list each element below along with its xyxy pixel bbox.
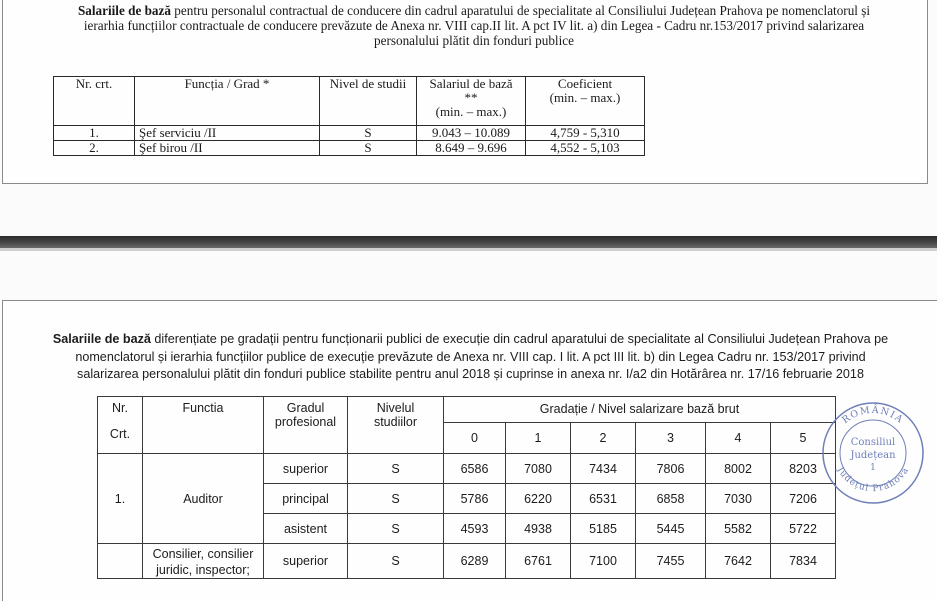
cell-value: 7434 <box>571 454 636 484</box>
header-col-0: 0 <box>444 422 506 453</box>
row-nr: 2. <box>54 141 135 156</box>
row-nivel: S <box>348 514 444 544</box>
table-row <box>54 141 645 156</box>
table-row <box>98 544 836 579</box>
county-council-stamp <box>818 396 928 506</box>
row-coeficient: 4,552 - 5,103 <box>526 141 645 156</box>
page-separator <box>0 236 937 248</box>
header-functia: Functia <box>143 397 264 454</box>
header-nivel-line1: Nivelul <box>376 401 415 415</box>
public-servants-salary-table <box>97 396 836 579</box>
cell-value: 7030 <box>706 484 771 514</box>
row-functia: Auditor <box>143 454 264 544</box>
row-functia-line2: juridic, inspector; <box>156 563 250 577</box>
cell-value: 6531 <box>571 484 636 514</box>
header-salariu-line2: ** <box>464 90 478 105</box>
section1-title-bold: Salariile de bază <box>77 3 171 18</box>
header-functia: Funcția / Grad * <box>135 77 320 126</box>
header-col-4: 4 <box>706 422 771 453</box>
row-nivel: S <box>348 484 444 514</box>
section1-title-rest: pentru personalul contractual de conducere din cadrul aparatului de specialitate al Consiliului Județean Prahova pe nomenclatorul și <box>170 3 871 18</box>
table-row <box>98 454 836 484</box>
cell-value: 8002 <box>706 454 771 484</box>
row-coeficient: 4,759 - 5,310 <box>526 126 645 141</box>
stamp-line1: Consiliul <box>850 437 896 448</box>
page-separator-shadow <box>0 248 937 251</box>
stamp-top-text: ROMÂNIA <box>840 404 906 427</box>
row-nr: 1. <box>54 126 135 141</box>
cell-value: 7206 <box>771 484 836 514</box>
row-nivel: S <box>348 454 444 484</box>
header-coeficient-line1: Coeficient <box>557 76 613 91</box>
cell-value: 5582 <box>706 514 771 544</box>
header-grad-line1: Gradul <box>286 401 325 415</box>
row-functia-line1: Consilier, consilier <box>152 547 254 561</box>
cell-value: 7806 <box>636 454 706 484</box>
section2-title-bold: Salariile de bază <box>52 332 151 346</box>
section2-heading-line2: nomenclatorul și ierarhia funcțiilor publice de execuție prevăzute de Anexa nr. VIII cap. I lit. A pct III lit. b) din Legea Cadru nr. 153/2017 privind <box>75 349 866 364</box>
cell-value: 8203 <box>771 454 836 484</box>
header-nr-crt <box>98 397 143 454</box>
table-header-row <box>98 397 836 423</box>
row-grad: asistent <box>264 514 348 544</box>
row-nivel: S <box>320 126 417 141</box>
header-salariu-line1: Salariul de bază <box>429 76 513 91</box>
header-col-1: 1 <box>506 422 571 453</box>
cell-value: 5722 <box>771 514 836 544</box>
row-functia <box>143 544 264 579</box>
row-salariu: 8.649 – 9.696 <box>417 141 526 156</box>
contractual-salary-table <box>53 76 645 156</box>
cell-value: 6289 <box>444 544 506 579</box>
header-gradatie: Gradație / Nivel salarizare bază brut <box>444 397 836 423</box>
row-grad: principal <box>264 484 348 514</box>
header-nivel-studii: Nivel de studii <box>320 77 417 126</box>
cell-value: 7080 <box>506 454 571 484</box>
row-grad: superior <box>264 544 348 579</box>
row-nr <box>98 544 143 579</box>
cell-value: 7455 <box>636 544 706 579</box>
section2-title-rest: diferențiate pe gradații pentru funcționarii publici de execuție din cadrul aparatului de specialitate al Consiliului Județean Prahova pe <box>150 332 889 346</box>
table-header-row <box>54 77 645 126</box>
section1-heading <box>14 3 934 48</box>
header-nivel-studii <box>348 397 444 454</box>
cell-value: 5445 <box>636 514 706 544</box>
table-row <box>54 126 645 141</box>
header-nr-crt: Nr. crt. <box>54 77 135 126</box>
row-nivel: S <box>320 141 417 156</box>
stamp-bottom-text: Județul Prahova <box>834 465 912 495</box>
header-nr-line1: Nr. <box>112 401 128 415</box>
row-nr: 1. <box>98 454 143 544</box>
header-coeficient <box>526 77 645 126</box>
header-col-5: 5 <box>771 422 836 453</box>
cell-value: 6586 <box>444 454 506 484</box>
header-nr-line2: Crt. <box>109 427 131 441</box>
header-col-3: 3 <box>636 422 706 453</box>
cell-value: 7642 <box>706 544 771 579</box>
stamp-line3: 1 <box>870 463 876 473</box>
section1-heading-line1 <box>14 3 934 18</box>
stamp-line2: Județean <box>850 450 896 461</box>
section1-heading-line2: ierarhia funcțiilor contractuale de conducere prevăzute de Anexa nr. VIII cap.II lit. A pct IV lit. a) din Legea - Cadru nr.153/2017 privind salarizarea <box>83 18 865 33</box>
header-nivel-line2: studiilor <box>373 415 418 429</box>
cell-value: 4938 <box>506 514 571 544</box>
row-salariu: 9.043 – 10.089 <box>417 126 526 141</box>
header-col-2: 2 <box>571 422 636 453</box>
cell-value: 6761 <box>506 544 571 579</box>
cell-value: 7834 <box>771 544 836 579</box>
row-nivel: S <box>348 544 444 579</box>
section2-heading-line1 <box>18 331 923 349</box>
header-salariu-line3: (min. – max.) <box>435 104 507 119</box>
cell-value: 4593 <box>444 514 506 544</box>
header-grad-profesional <box>264 397 348 454</box>
section2-heading-line3: salarizarea personalului plătit din fonduri publice stabilite pentru anul 2018 și cuprinse in anexa nr. I/a2 din Hotărârea nr. 17/16 februarie 2018 <box>77 367 864 381</box>
row-functia: Şef serviciu /II <box>135 126 320 141</box>
cell-value: 7100 <box>571 544 636 579</box>
cell-value: 6220 <box>506 484 571 514</box>
row-functia: Şef birou /II <box>135 141 320 156</box>
header-grad-line2: profesional <box>274 415 337 429</box>
section2-heading <box>18 331 923 384</box>
cell-value: 5786 <box>444 484 506 514</box>
cell-value: 5185 <box>571 514 636 544</box>
row-grad: superior <box>264 454 348 484</box>
header-salariu <box>417 77 526 126</box>
cell-value: 6858 <box>636 484 706 514</box>
section1-heading-line3: personalului plătit din fonduri publice <box>374 33 574 48</box>
header-coeficient-line2: (min. – max.) <box>549 90 621 105</box>
